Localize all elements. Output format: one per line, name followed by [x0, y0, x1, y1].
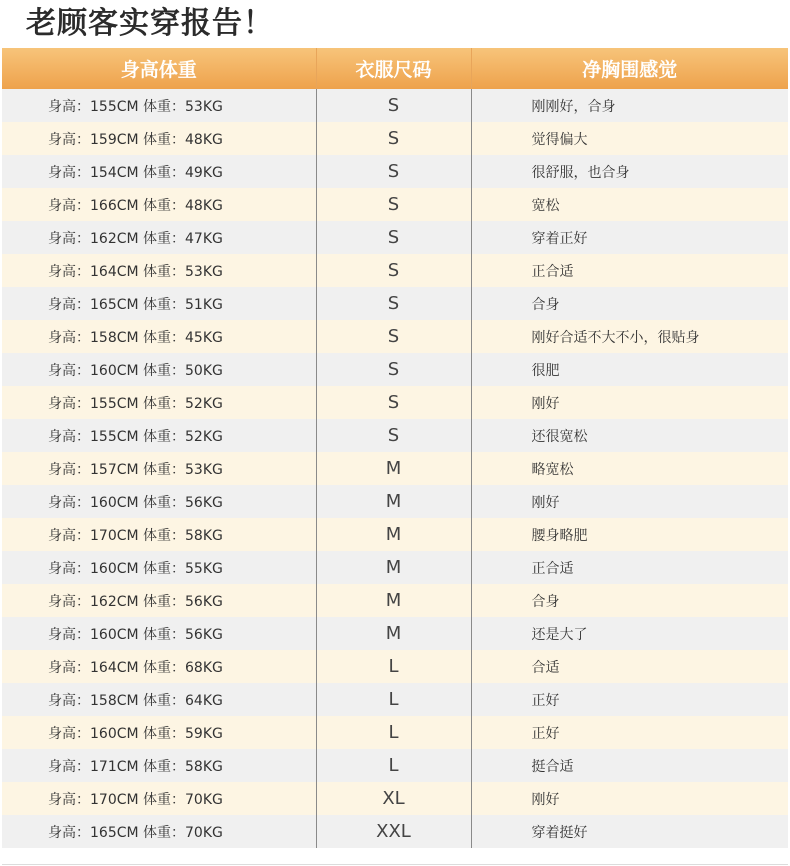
- size-cell: M: [316, 617, 471, 650]
- report-table: [2, 48, 788, 848]
- table-row: [2, 419, 788, 452]
- size-cell: S: [316, 188, 471, 221]
- size-cell: S: [316, 122, 471, 155]
- fit-feeling-cell: 挺合适: [471, 749, 788, 782]
- height-weight-cell: 身高：155CM 体重：52KG: [2, 419, 316, 452]
- size-cell: S: [316, 320, 471, 353]
- height-weight-cell: 身高：162CM 体重：47KG: [2, 221, 316, 254]
- fit-feeling-cell: 正好: [471, 716, 788, 749]
- height-weight-cell: 身高：164CM 体重：53KG: [2, 254, 316, 287]
- size-cell: M: [316, 485, 471, 518]
- size-cell: XXL: [316, 815, 471, 848]
- table-row: [2, 584, 788, 617]
- height-weight-cell: 身高：162CM 体重：56KG: [2, 584, 316, 617]
- size-cell: M: [316, 518, 471, 551]
- size-cell: S: [316, 155, 471, 188]
- size-cell: S: [316, 221, 471, 254]
- fit-feeling-cell: 穿着正好: [471, 221, 788, 254]
- table-row: [2, 683, 788, 716]
- table-row: [2, 287, 788, 320]
- fit-feeling-cell: 宽松: [471, 188, 788, 221]
- table-row: [2, 320, 788, 353]
- table-row: [2, 749, 788, 782]
- fit-feeling-cell: 刚好: [471, 386, 788, 419]
- table-row: [2, 551, 788, 584]
- height-weight-cell: 身高：164CM 体重：68KG: [2, 650, 316, 683]
- size-cell: M: [316, 551, 471, 584]
- table-row: [2, 650, 788, 683]
- table-body: [2, 89, 788, 848]
- fit-feeling-cell: 正合适: [471, 551, 788, 584]
- fit-feeling-cell: 刚好: [471, 782, 788, 815]
- size-cell: L: [316, 650, 471, 683]
- header-row: [2, 48, 788, 89]
- height-weight-cell: 身高：158CM 体重：64KG: [2, 683, 316, 716]
- header-height-weight: 身高体重: [2, 48, 316, 89]
- height-weight-cell: 身高：166CM 体重：48KG: [2, 188, 316, 221]
- fit-feeling-cell: 觉得偏大: [471, 122, 788, 155]
- table-row: [2, 386, 788, 419]
- fit-feeling-cell: 合适: [471, 650, 788, 683]
- size-cell: L: [316, 683, 471, 716]
- fit-feeling-cell: 正合适: [471, 254, 788, 287]
- height-weight-cell: 身高：158CM 体重：45KG: [2, 320, 316, 353]
- table-row: [2, 254, 788, 287]
- fit-feeling-cell: 刚好: [471, 485, 788, 518]
- table-row: [2, 353, 788, 386]
- size-cell: S: [316, 254, 471, 287]
- table-row: [2, 122, 788, 155]
- size-cell: S: [316, 89, 471, 122]
- height-weight-cell: 身高：154CM 体重：49KG: [2, 155, 316, 188]
- table-row: [2, 221, 788, 254]
- fit-feeling-cell: 合身: [471, 584, 788, 617]
- height-weight-cell: 身高：157CM 体重：53KG: [2, 452, 316, 485]
- fit-feeling-cell: 正好: [471, 683, 788, 716]
- table-header: [2, 48, 788, 89]
- table-row: [2, 89, 788, 122]
- size-cell: XL: [316, 782, 471, 815]
- fit-feeling-cell: 合身: [471, 287, 788, 320]
- fit-feeling-cell: 穿着挺好: [471, 815, 788, 848]
- table-row: [2, 518, 788, 551]
- height-weight-cell: 身高：160CM 体重：56KG: [2, 485, 316, 518]
- size-cell: M: [316, 584, 471, 617]
- size-cell: S: [316, 287, 471, 320]
- header-chest-feel: 净胸围感觉: [471, 48, 788, 89]
- fit-feeling-cell: 略宽松: [471, 452, 788, 485]
- table-row: [2, 782, 788, 815]
- table-row: [2, 452, 788, 485]
- height-weight-cell: 身高：155CM 体重：52KG: [2, 386, 316, 419]
- fit-feeling-cell: 还是大了: [471, 617, 788, 650]
- header-size: 衣服尺码: [316, 48, 471, 89]
- fit-feeling-cell: 腰身略肥: [471, 518, 788, 551]
- size-cell: S: [316, 386, 471, 419]
- height-weight-cell: 身高：160CM 体重：50KG: [2, 353, 316, 386]
- size-cell: L: [316, 716, 471, 749]
- fit-feeling-cell: 很肥: [471, 353, 788, 386]
- size-cell: S: [316, 419, 471, 452]
- size-cell: S: [316, 353, 471, 386]
- fit-feeling-cell: 刚好合适不大不小，很贴身: [471, 320, 788, 353]
- height-weight-cell: 身高：165CM 体重：70KG: [2, 815, 316, 848]
- table-row: [2, 485, 788, 518]
- size-cell: M: [316, 452, 471, 485]
- table-row: [2, 716, 788, 749]
- height-weight-cell: 身高：160CM 体重：55KG: [2, 551, 316, 584]
- fit-feeling-cell: 刚刚好，合身: [471, 89, 788, 122]
- fit-feeling-cell: 很舒服，也合身: [471, 155, 788, 188]
- table-row: [2, 815, 788, 848]
- height-weight-cell: 身高：170CM 体重：70KG: [2, 782, 316, 815]
- height-weight-cell: 身高：165CM 体重：51KG: [2, 287, 316, 320]
- size-report-table: [2, 48, 788, 865]
- table-row: [2, 617, 788, 650]
- fit-feeling-cell: 还很宽松: [471, 419, 788, 452]
- height-weight-cell: 身高：170CM 体重：58KG: [2, 518, 316, 551]
- height-weight-cell: 身高：159CM 体重：48KG: [2, 122, 316, 155]
- table-row: [2, 188, 788, 221]
- height-weight-cell: 身高：171CM 体重：58KG: [2, 749, 316, 782]
- height-weight-cell: 身高：160CM 体重：59KG: [2, 716, 316, 749]
- page-title: 老顾客实穿报告！: [26, 6, 274, 41]
- height-weight-cell: 身高：155CM 体重：53KG: [2, 89, 316, 122]
- size-cell: L: [316, 749, 471, 782]
- height-weight-cell: 身高：160CM 体重：56KG: [2, 617, 316, 650]
- table-row: [2, 155, 788, 188]
